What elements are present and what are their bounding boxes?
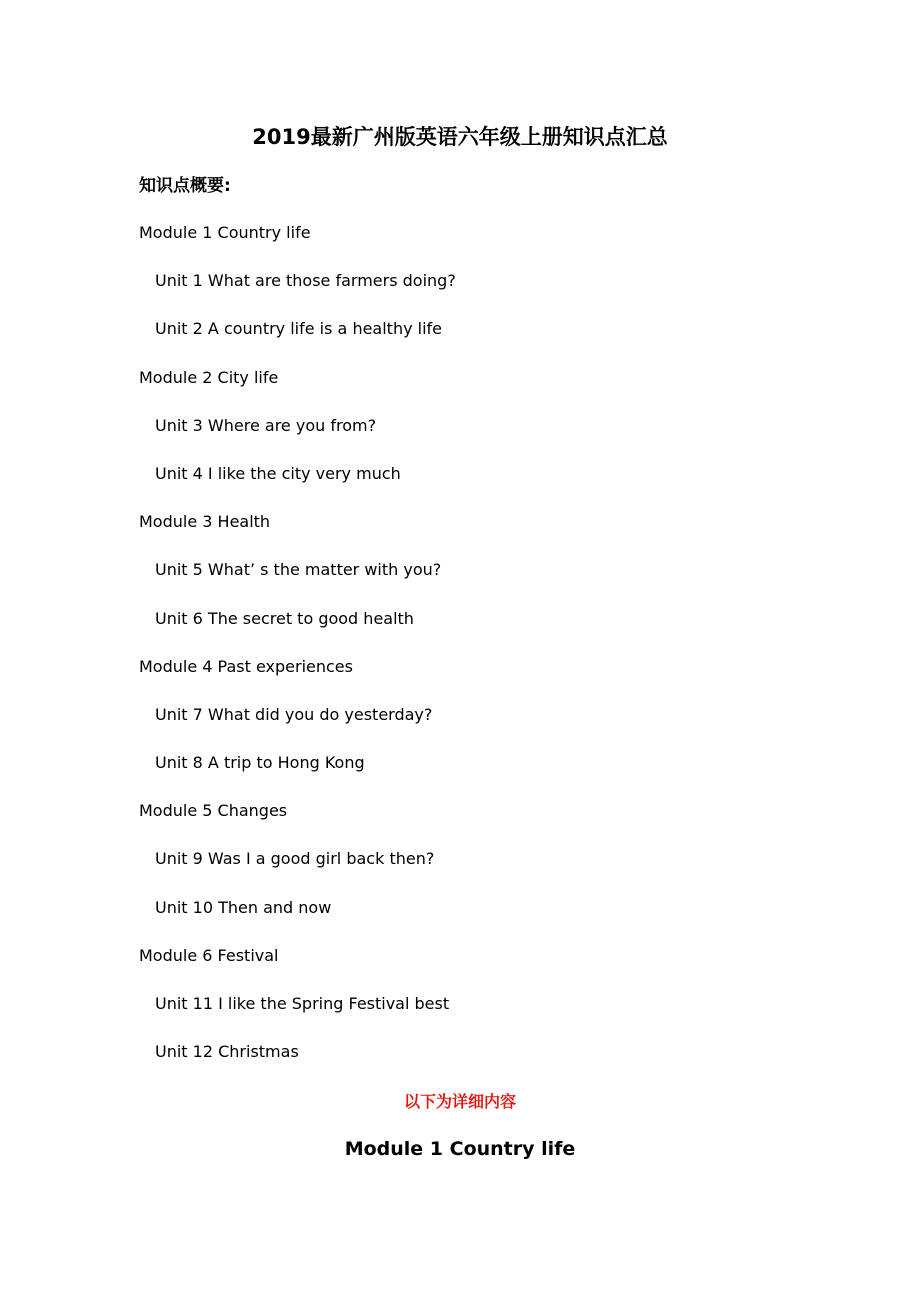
outline-unit-item: Unit 2 A country life is a healthy life [155, 319, 443, 339]
outline-unit-item: Unit 4 I like the city very much [155, 463, 401, 483]
outline-unit-item: Unit 5 What’ s the matter with you? [155, 560, 442, 580]
outline-module-item: Module 5 Changes [139, 801, 288, 821]
outline-unit-item: Unit 1 What are those farmers doing? [155, 271, 456, 291]
overview-label: 知识点概要: [139, 176, 231, 196]
outline-unit-item: Unit 11 I like the Spring Festival best [155, 994, 450, 1013]
outline-unit-item: Unit 9 Was I a good girl back then? [155, 849, 435, 869]
outline-module-item: Module 2 City life [139, 367, 279, 387]
outline-unit-item: Unit 10 Then and now [155, 897, 332, 917]
outline-module-item: Module 6 Festival [139, 945, 279, 965]
outline-unit-item: Unit 3 Where are you from? [155, 415, 377, 435]
detail-note: 以下为详细内容 [403, 1092, 516, 1111]
outline-unit-item: Unit 7 What did you do yesterday? [155, 704, 433, 724]
outline-unit-item: Unit 8 A trip to Hong Kong [155, 753, 365, 773]
outline-unit-item: Unit 12 Christmas [155, 1042, 299, 1062]
outline-unit-item: Unit 6 The secret to good health [155, 608, 414, 628]
document-title: 2019最新广州版英语六年级上册知识点汇总 [252, 125, 668, 149]
outline-module-item: Module 4 Past experiences [139, 656, 353, 676]
section-heading: Module 1 Country life [344, 1138, 576, 1160]
outline-module-item: Module 1 Country life [139, 223, 311, 242]
outline-list [139, 219, 456, 1086]
outline-module-item: Module 3 Health [139, 512, 271, 532]
